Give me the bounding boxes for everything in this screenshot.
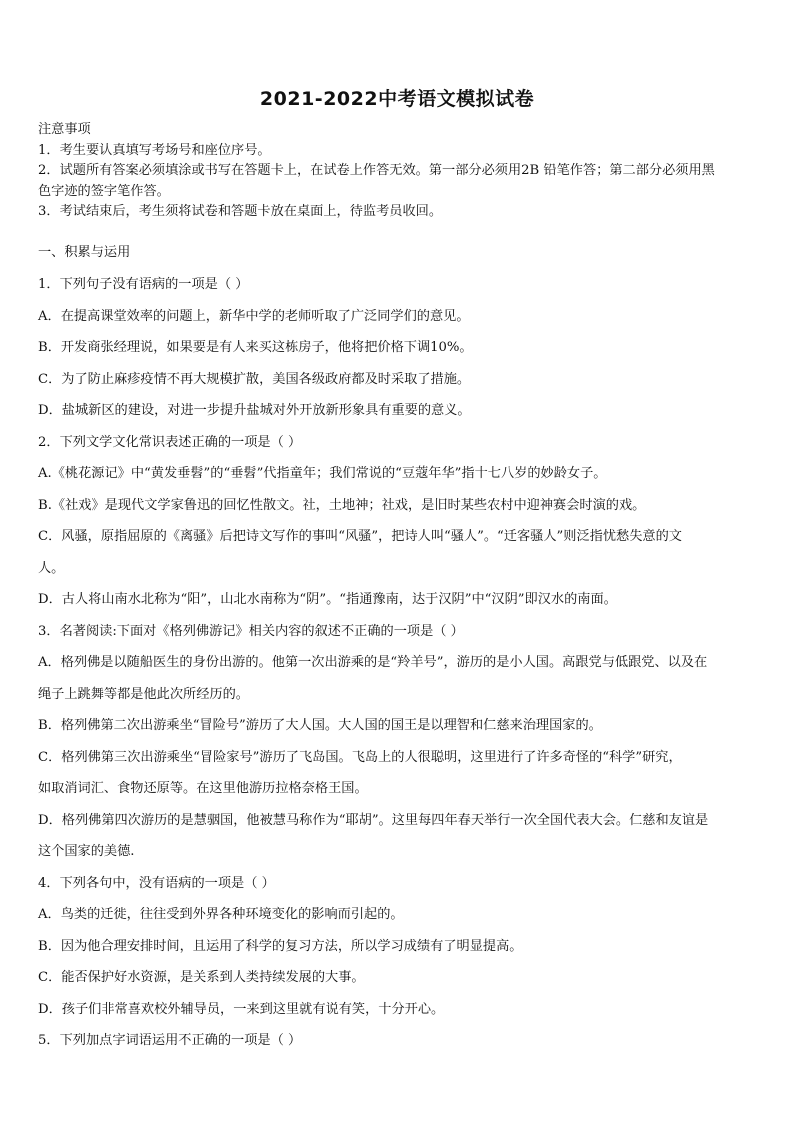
option-line: C．格列佛第三次出游乘坐“冒险家号”游历了飞岛国。飞岛上的人很聪明，这里进行了许多奇怪的“科学”研究， [38, 749, 682, 765]
question-line: 2．下列文学文化常识表述正确的一项是（ ） [38, 434, 302, 450]
notice-line: 3．考试结束后，考生须将试卷和答题卡放在桌面上，待监考员收回。 [38, 204, 443, 219]
option-line: B．因为他合理安排时间，且运用了科学的复习方法，所以学习成绩有了明显提高。 [38, 938, 523, 954]
question-line: 1．下列句子没有语病的一项是（ ） [38, 277, 249, 292]
section-gap [38, 223, 756, 243]
notice-line: 色字迹的签字笔作答。 [38, 183, 170, 199]
question-line: 5．下列加点字词语运用不正确的一项是（ ） [38, 1033, 302, 1048]
option-line: C．能否保护好水资源，是关系到人类持续发展的大事。 [38, 970, 365, 985]
notice-heading: 注意事项 [38, 122, 91, 137]
option-line: D．盐城新区的建设，对进一步提升盐城对外开放新形象具有重要的意义。 [38, 403, 471, 418]
notice-line: 2．试题所有答案必须填涂或书写在答题卡上，在试卷上作答无效。第一部分必须用2B 铅笔作答；第二部分必须用黑 [38, 163, 715, 178]
option-line: A．在提高课堂效率的问题上，新华中学的老师听取了广泛同学们的意见。 [38, 308, 470, 324]
option-line: B．格列佛第二次出游乘坐“冒险号”游历了大人国。大人国的国王是以理智和仁慈来治理国家的。 [38, 718, 602, 733]
exam-title: 2021-2022中考语文模拟试卷 [259, 88, 535, 110]
option-line: D．格列佛第四次游历的是慧骃国，他被慧马称作为“耶胡”。这里每四年春天举行一次全国代表大会。仁慈和友谊是 [38, 812, 709, 828]
option-line-continued: 如取消词汇、食物还原等。在这里他游历拉格奈格王国。 [38, 781, 368, 796]
option-line: C．风骚，原指屈原的《离骚》后把诗文写作的事叫“风骚”，把诗人叫“骚人”。“迁客骚人”则泛指忧愁失意的文 [38, 529, 682, 544]
option-line-continued: 这个国家的美德. [38, 844, 135, 859]
option-line-continued: 人。 [38, 560, 65, 576]
question-list [38, 269, 756, 1057]
question-line: 3．名著阅读:下面对《格列佛游记》相关内容的叙述不正确的一项是（ ） [38, 623, 464, 639]
option-line-continued: 绳子上跳舞等都是他此次所经历的。 [38, 686, 249, 702]
option-line: B．开发商张经理说，如果要是有人来买这栋房子，他将把价格下调10%。 [38, 340, 473, 355]
option-line: A.《桃花源记》中“黄发垂髫”的“垂髫”代指童年；我们常说的“豆蔻年华”指十七八岁的妙龄女子。 [38, 466, 607, 481]
notice-block [38, 120, 756, 223]
option-line: C．为了防止麻疹疫情不再大规模扩散，美国各级政府都及时采取了措施。 [38, 371, 471, 387]
question-line: 4．下列各句中，没有语病的一项是（ ） [38, 875, 275, 891]
option-line: D．孩子们非常喜欢校外辅导员，一来到这里就有说有笑，十分开心。 [38, 1001, 445, 1017]
option-line: D．古人将山南水北称为“阳”，山北水南称为“阴”。“指通豫南，达于汉阴”中“汉阴”即汉水的南面。 [38, 592, 617, 607]
option-line: B.《社戏》是现代文学家鲁迅的回忆性散文。社，土地神；社戏，是旧时某些农村中迎神赛会时演的戏。 [38, 497, 646, 513]
notice-line: 1．考生要认真填写考场号和座位序号。 [38, 142, 271, 158]
option-line: A．格列佛是以随船医生的身份出游的。他第一次出游乘的是“羚羊号”，游历的是小人国。高跟党与低跟党、以及在 [38, 655, 708, 670]
section-heading: 一、积累与运用 [38, 244, 131, 260]
option-line: A．鸟类的迁徙，往往受到外界各种环境变化的影响而引起的。 [38, 907, 404, 922]
